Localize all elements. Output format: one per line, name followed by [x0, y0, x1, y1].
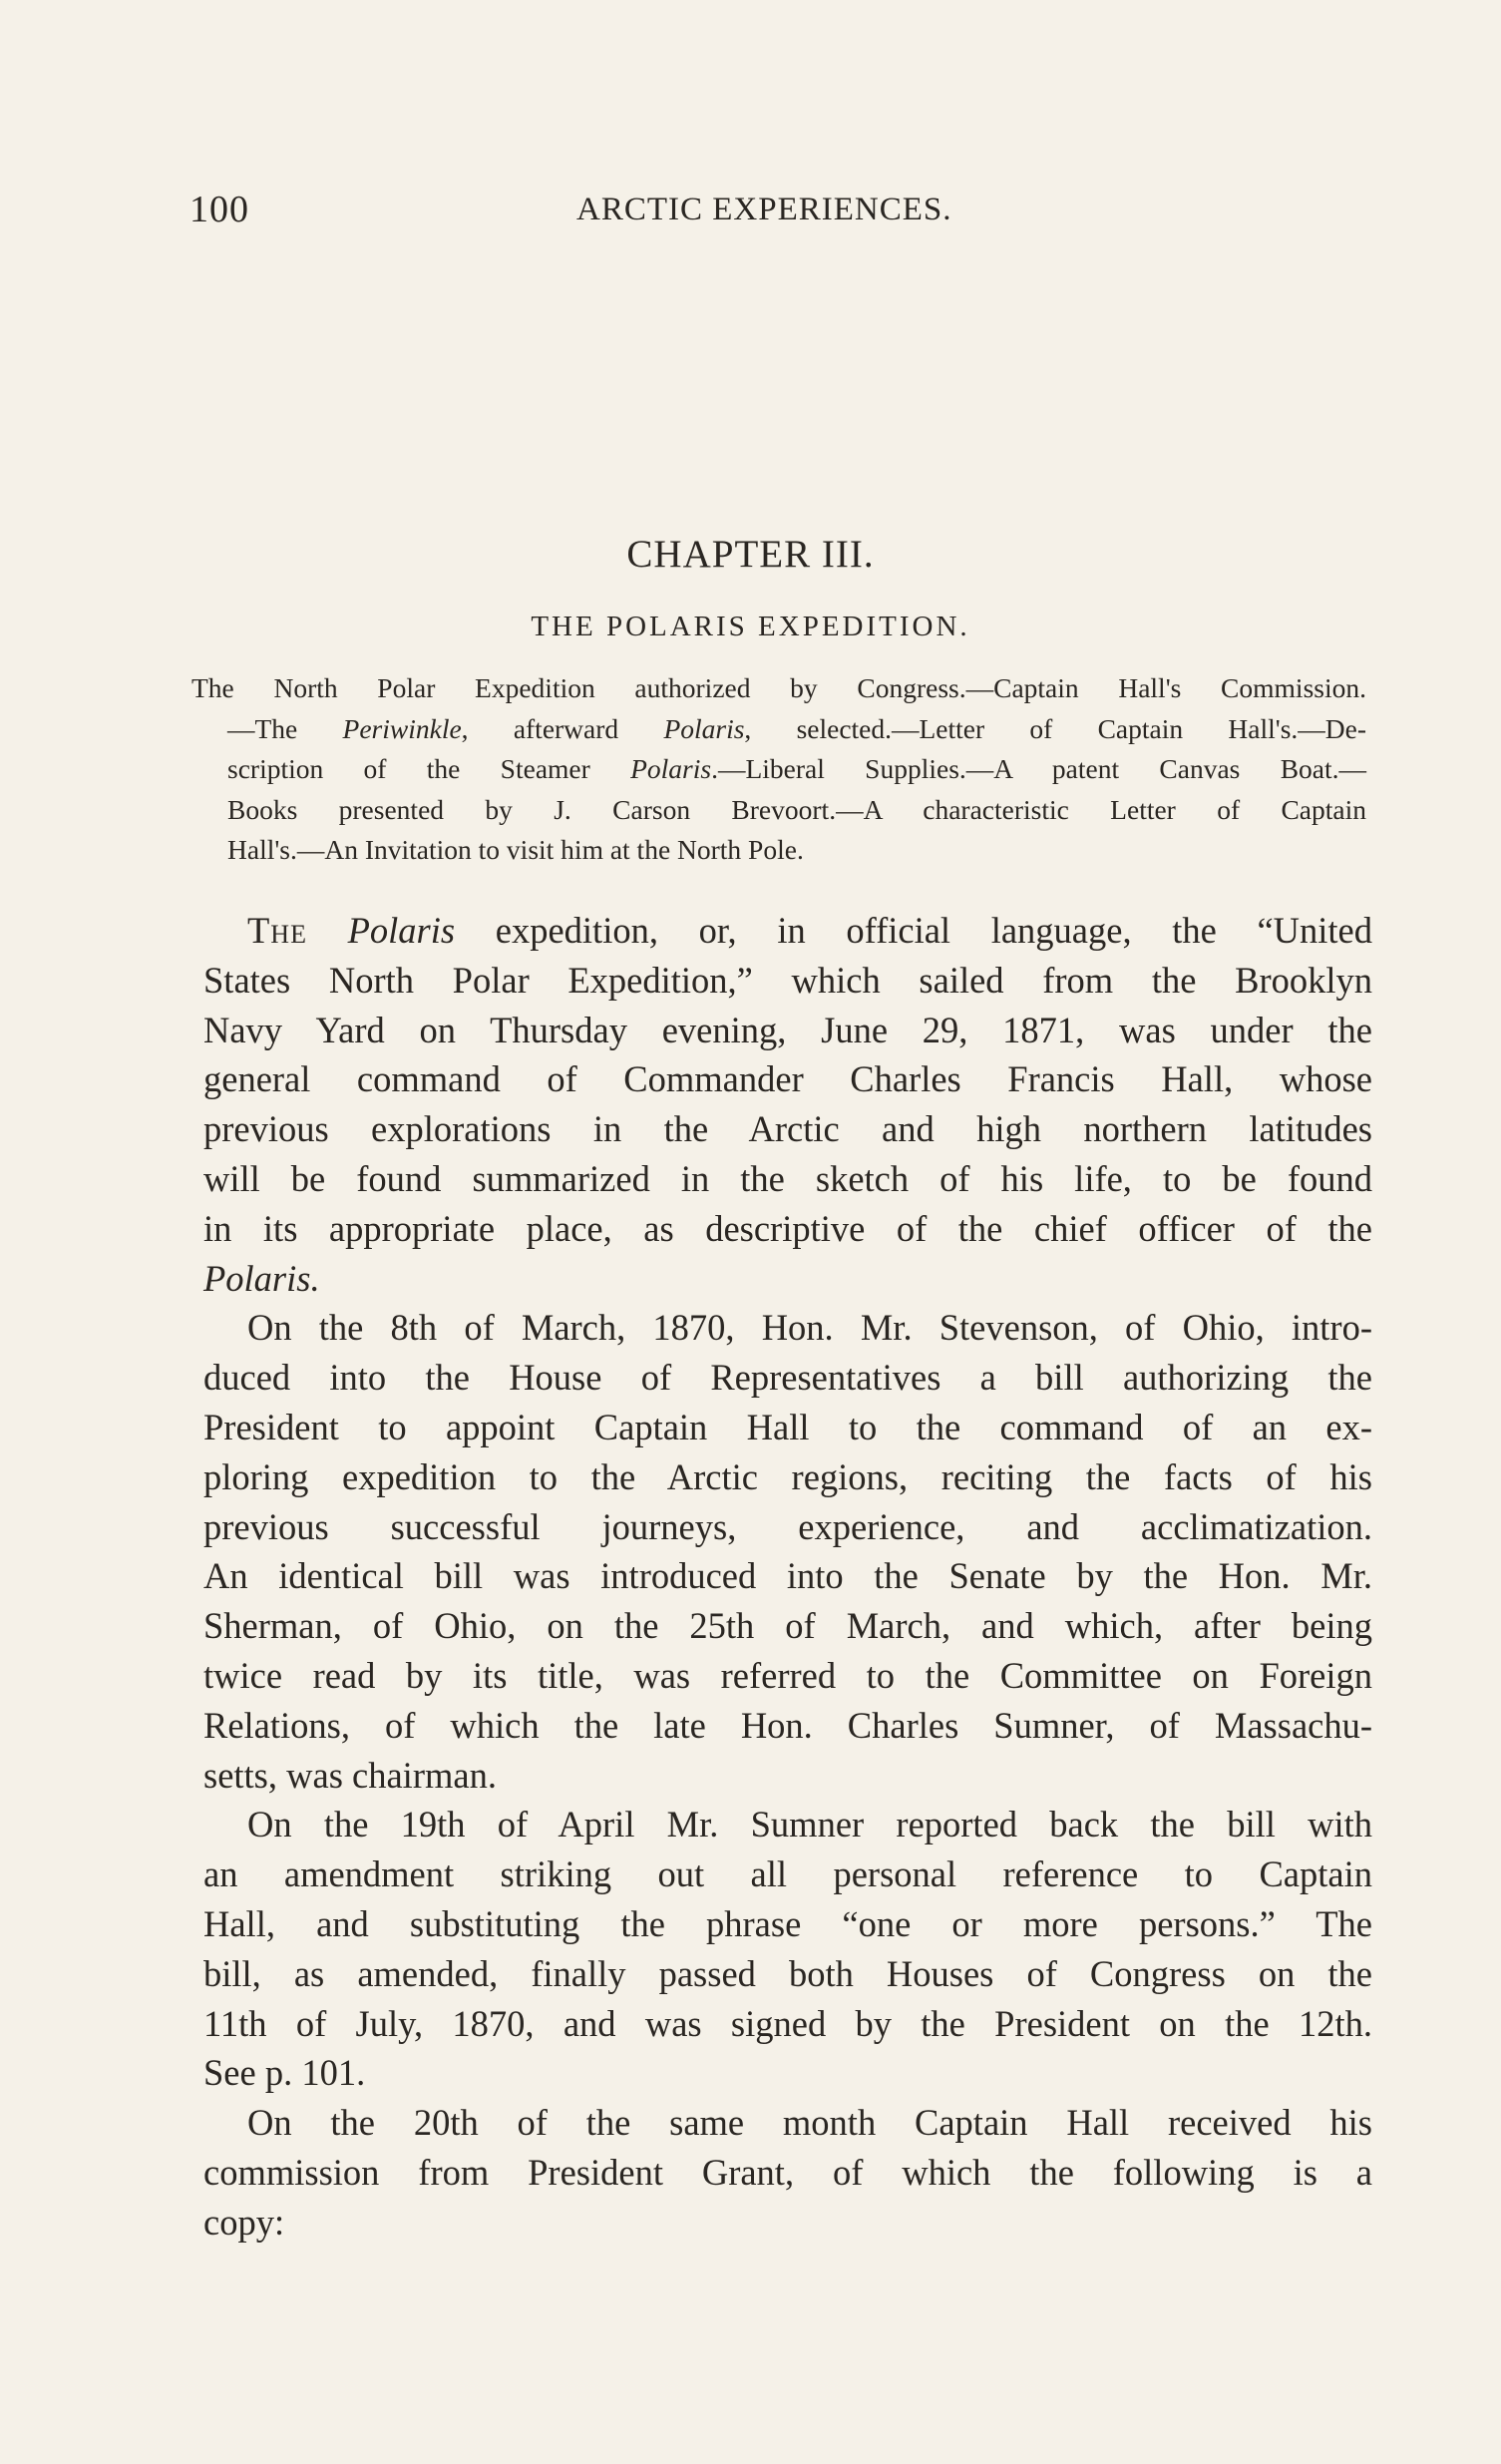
body-line: previous explorations in the Arctic and high northern latitudes — [203, 1108, 1372, 1150]
body-line: On the 19th of April Mr. Sumner reported back the bill with — [247, 1804, 1372, 1846]
chapter-subtitle: THE POLARIS EXPEDITION. — [531, 611, 970, 642]
body-line: Hall, and substituting the phrase “one or more persons.” The — [203, 1902, 1372, 1944]
body-line — [203, 1254, 1372, 1304]
body-line: Sherman, of Ohio, on the 25th of March, and which, after being — [203, 1605, 1372, 1647]
synopsis-text: .—Liberal Supplies.—A patent Canvas Boat.— — [711, 753, 1367, 784]
body-line: Navy Yard on Thursday evening, June 29, 1871, was under the — [203, 1009, 1372, 1050]
body-line: twice read by its title, was referred to the Committee on Foreign — [203, 1654, 1372, 1696]
synopsis-text: , afterward — [461, 712, 664, 744]
body-line: ploring expedition to the Arctic regions, reciting the facts of his — [203, 1455, 1372, 1497]
body-line: in its appropriate place, as descriptive of the chief officer of the — [203, 1207, 1372, 1249]
drop-word: The — [247, 910, 307, 951]
running-head: ARCTIC EXPERIENCES. — [576, 192, 952, 227]
ship-name: Polaris — [347, 910, 456, 951]
chapter-synopsis — [191, 668, 1366, 871]
paragraph — [203, 906, 1372, 1303]
body-line: States North Polar Expedition,” which sailed from the Brooklyn — [203, 959, 1372, 1001]
body-line: setts, was chairman. — [203, 1754, 497, 1796]
body-text-span: expedition, or, in official language, the “United — [455, 910, 1373, 951]
body-line: commission from President Grant, of which the following is a — [203, 2151, 1372, 2193]
body-line: bill, as amended, finally passed both Houses of Congress on the — [203, 1952, 1372, 1994]
body-line: previous successful journeys, experience, and acclimatization. — [203, 1505, 1372, 1547]
paragraph — [203, 1303, 1372, 1800]
synopsis-text: , selected.—Letter of Captain Hall's.—De- — [744, 712, 1366, 744]
body-text — [203, 906, 1372, 2248]
body-line: On the 20th of the same month Captain Hall received his — [247, 2102, 1372, 2144]
body-line: will be found summarized in the sketch of his life, to be found — [203, 1157, 1372, 1199]
ship-name: Polaris. — [203, 1257, 320, 1299]
synopsis-text: scription of the Steamer — [227, 753, 631, 784]
paragraph — [203, 1800, 1372, 2098]
body-line: general command of Commander Charles Francis Hall, whose — [203, 1058, 1372, 1100]
body-line: an amendment striking out all personal reference to Captain — [203, 1853, 1372, 1895]
synopsis-line — [191, 749, 1366, 790]
body-line: 11th of July, 1870, and was signed by the President on the 12th. — [203, 2002, 1372, 2044]
chapter-title: CHAPTER III. — [626, 533, 875, 576]
synopsis-line: The North Polar Expedition authorized by Congress.—Captain Hall's Commission. — [191, 672, 1366, 703]
synopsis-line: Books presented by J. Carson Brevoort.—A characteristic Letter of Captain — [227, 793, 1366, 825]
ship-name: Polaris — [630, 753, 712, 784]
body-line: On the 8th of March, 1870, Hon. Mr. Stevenson, of Ohio, intro- — [247, 1307, 1372, 1349]
body-line: An identical bill was introduced into the Senate by the Hon. Mr. — [203, 1555, 1372, 1597]
body-line — [203, 906, 1372, 956]
synopsis-line: Hall's.—An Invitation to visit him at the North Pole. — [227, 834, 804, 865]
body-line: See p. 101. — [203, 2052, 366, 2094]
ship-name: Periwinkle — [342, 712, 462, 744]
synopsis-text: —The — [227, 712, 343, 744]
body-line: Relations, of which the late Hon. Charles Sumner, of Massachu- — [203, 1704, 1372, 1746]
body-line: copy: — [203, 2201, 285, 2243]
paragraph — [203, 2098, 1372, 2247]
synopsis-line — [191, 709, 1366, 750]
page-number: 100 — [189, 189, 249, 230]
ship-name: Polaris — [663, 712, 745, 744]
body-line: duced into the House of Representatives a bill authorizing the — [203, 1357, 1372, 1399]
body-line: President to appoint Captain Hall to the command of an ex- — [203, 1406, 1372, 1447]
